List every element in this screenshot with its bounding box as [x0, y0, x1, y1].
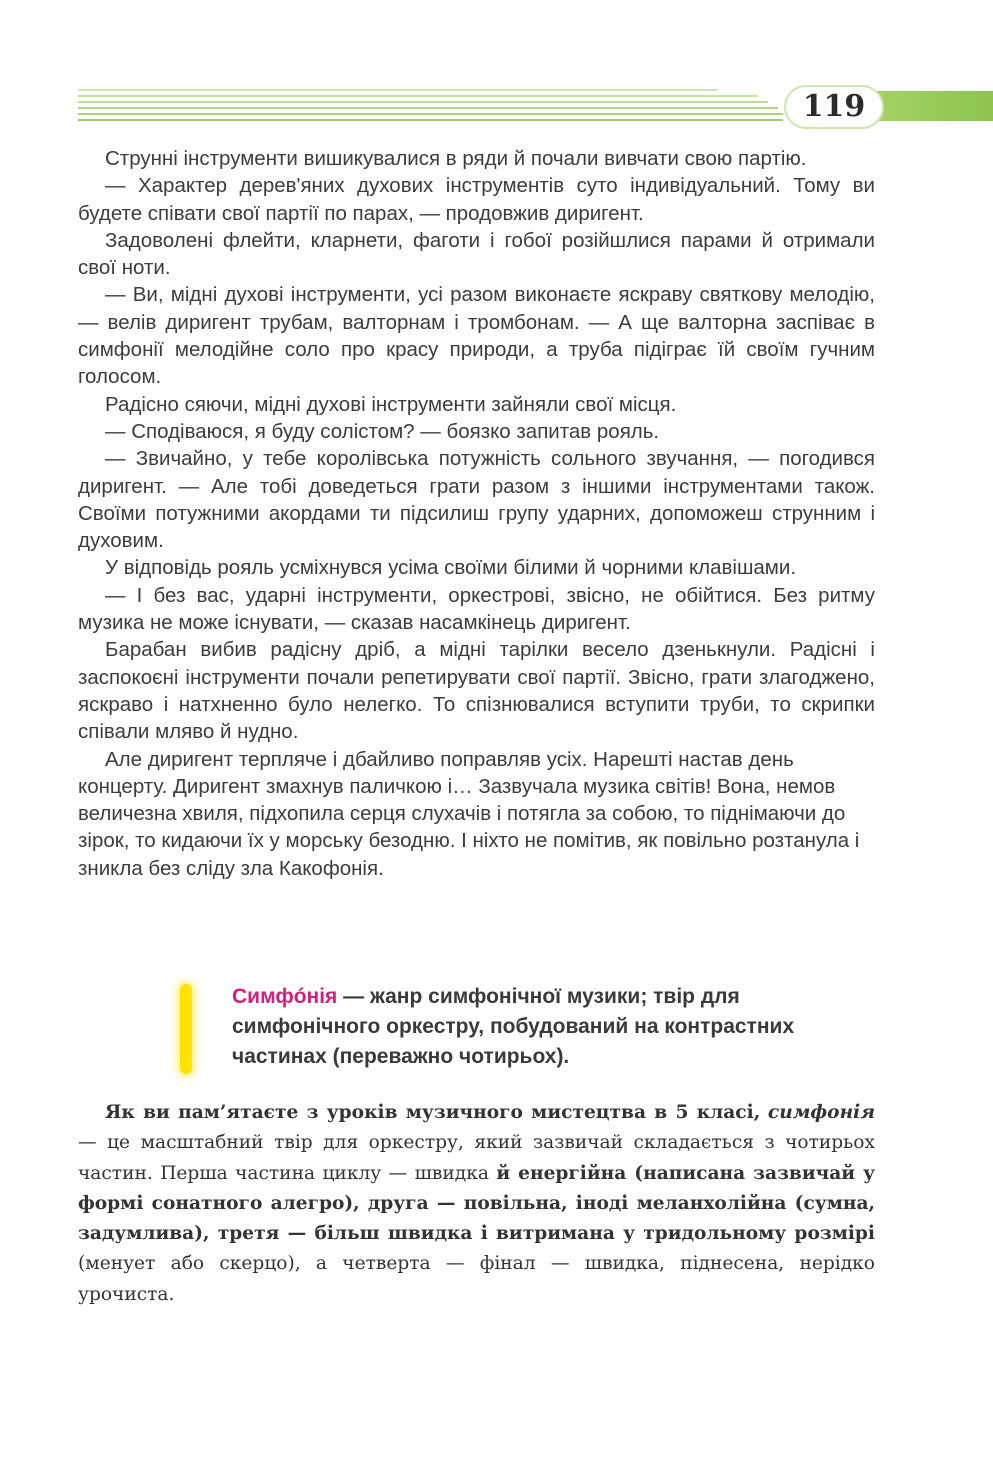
story-paragraph: Але диригент терпляче і дбайливо поправляв усіх. Нарешті настав день концерту. Диригент змахнув паличкою і… Зазвучала музика світів! Вона, немов величезна хвиля, підхопила серця слухачів і потягла за собою, то піднімаючи до зірок, то кидаючи їх у морську безодню. І ніхто не помітив, як повільно розтанула і зникла без сліду зла Какофонія. [78, 747, 860, 880]
definition-box [180, 982, 880, 1082]
story-paragraph: Задоволені флейти, кларнети, фаготи і гобої розійшлися парами й отримали свої ноти. [78, 228, 875, 280]
lesson-text-1: — це масштабний твір для оркестру, який зазвичай складається з чотирьох частин. Перша частина циклу — швидка [78, 1132, 875, 1184]
story-paragraph: — Сподіваюся, я буду солістом? — боязко запитав рояль. [105, 419, 660, 443]
story-paragraph: — Характер дерев'яних духових інструментів суто індивідуальний. Тому ви будете співати свої партії по парах, — продовжив диригент. [78, 174, 875, 225]
lesson-text-2: (менует або скерцо), а четверта — фінал — швидка, піднесена, нерідко урочиста. [78, 1253, 875, 1305]
story-paragraph: Радісно сяючи, мідні духові інструменти зайняли свої місця. [105, 392, 677, 416]
lesson-intro: Як ви пам’ятаєте з уроків музичного мистецтва в 5 класі, [105, 1102, 761, 1123]
header-stripe [78, 107, 778, 109]
header-stripe [78, 95, 758, 97]
story-text [78, 145, 875, 882]
lesson-paragraph [78, 1098, 875, 1310]
header-stripe [78, 101, 768, 103]
definition-text [232, 982, 884, 1072]
story-paragraph: Барабан вибив радісну дріб, а мідні тарілки весело дзенькнули. Радісні і заспокоєні інструменти почали репетирувати свої партії. Звісно, грати злагоджено, яскраво і натхненно було нелегко. То спізнювалися вступити труби, то скрипки співали мляво й нудно. [78, 638, 875, 744]
page-number: 119 [802, 89, 866, 124]
header-stripe [78, 119, 783, 121]
lesson-text-bold: й енергійна (написана зазвичай у формі сонатного алегро), друга — повільна, іноді меланхолійна (сумна, задумлива), третя — більш швидка і витримана у тридольному розмірі [78, 1162, 875, 1245]
definition-body: — жанр симфонічної музики; твір для симфонічного оркестру, побудований на контрастних частинах (переважно чотирьох). [232, 985, 795, 1068]
definition-term: Симфóнія [232, 985, 338, 1008]
story-paragraph: — Ви, мідні духові інструменти, усі разом виконаєте яскраву святкову мелодію, — велів диригент трубам, валторнам і тромбонам. — А ще валторна заспіває в симфонії мелодійне соло про красу природи, а труба підіграє їй своїм гучним голосом. [78, 283, 875, 389]
lesson-term: симфонія [767, 1102, 875, 1123]
header-stripe [78, 89, 718, 91]
story-paragraph: Струнні інструменти вишикувалися в ряди й почали вивчати свою партію. [105, 147, 807, 170]
story-paragraph: — Звичайно, у тебе королівська потужність сольного звучання, — погодився диригент. — Але тобі доведеться грати разом з іншими інструментами також. Своїми потужними акордами ти підсилиш групу ударних, допоможеш струнним і духовим. [78, 447, 875, 553]
definition-marker [180, 984, 192, 1074]
page-number-badge [784, 85, 884, 129]
story-paragraph: У відповідь рояль усміхнувся усіма своїми білими й чорними клавішами. [105, 556, 797, 580]
header-stripe [78, 113, 783, 115]
story-paragraph: — І без вас, ударні інструменти, оркестрові, звісно, не обійтися. Без ритму музика не може існувати, — сказав насамкінець диригент. [78, 583, 875, 635]
